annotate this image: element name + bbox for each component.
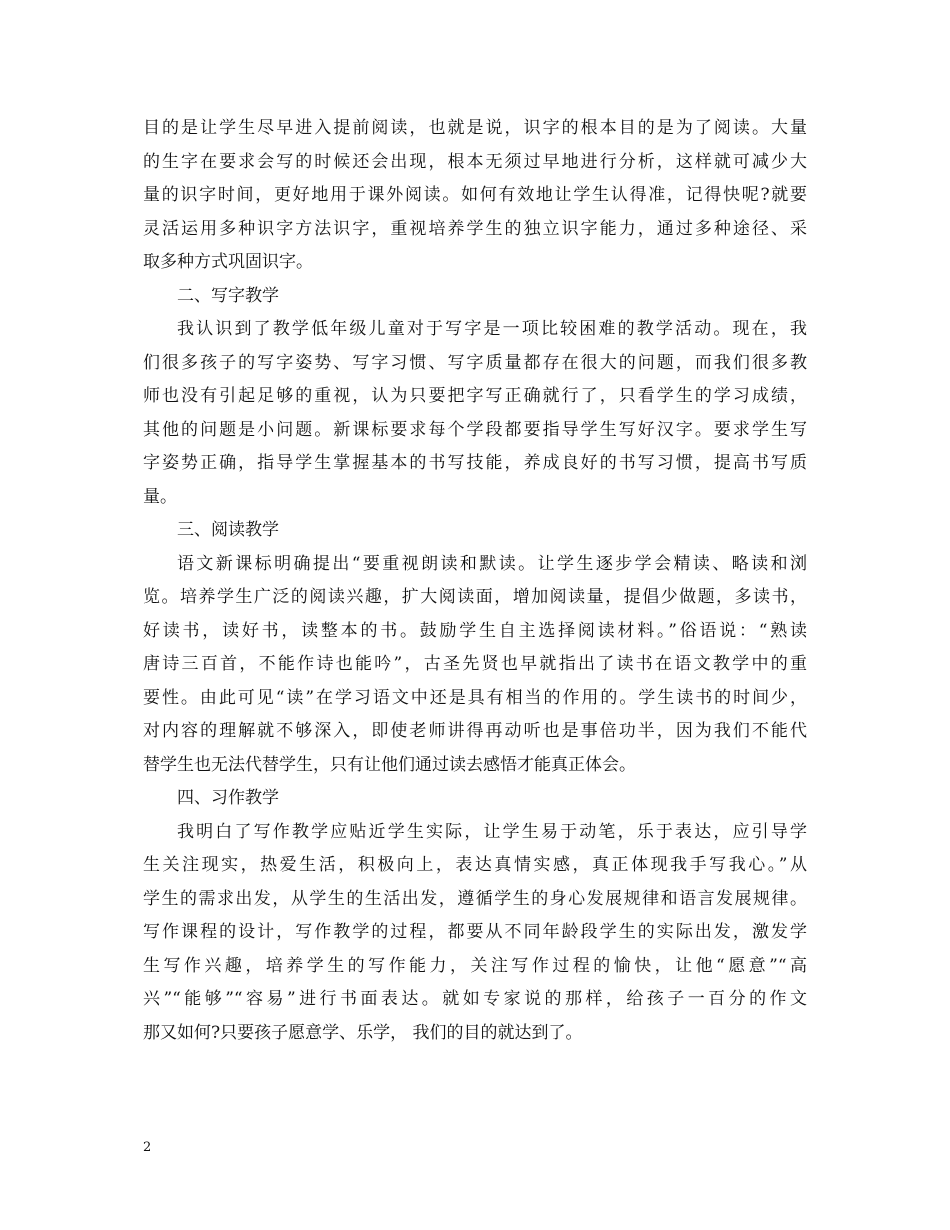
paragraph-line: 量的识字时间，更好地用于课外阅读。如何有效地让学生认得准，记得快呢?就要 xyxy=(143,185,807,205)
paragraph-line: 生写作兴趣，培养学生的写作能力，关注写作过程的愉快，让他“愿意”“高 xyxy=(143,955,807,976)
paragraph-line: 我认识到了教学低年级儿童对于写字是一项比较困难的教学活动。现在，我 xyxy=(177,319,807,339)
paragraph-line: 量。 xyxy=(143,486,177,507)
paragraph-line: 其他的问题是小问题。新课标要求每个学段都要指导学生写好汉字。要求学生写 xyxy=(143,419,807,440)
paragraph-line: 字姿势正确，指导学生掌握基本的书写技能，养成良好的书写习惯，提高书写质 xyxy=(143,453,807,473)
document-body xyxy=(143,112,807,1050)
paragraph-line: 们很多孩子的写字姿势、写字习惯、写字质量都存在很大的问题，而我们很多教 xyxy=(143,352,807,373)
section-heading-composition: 四、习作教学 xyxy=(177,788,279,808)
paragraph-line: 要性。由此可见“读”在学习语文中还是具有相当的作用的。学生读书的时间少， xyxy=(143,687,807,708)
paragraph-line: 写作课程的设计，写作教学的过程，都要从不同年龄段学生的实际出发，激发学 xyxy=(143,922,807,942)
paragraph-line: 师也没有引起足够的重视，认为只要把字写正确就行了，只看学生的学习成绩， xyxy=(143,386,807,406)
paragraph-line: 唐诗三百首，不能作诗也能吟”，古圣先贤也早就指出了读书在语文教学中的重 xyxy=(143,654,807,674)
paragraph-line: 对内容的理解就不够深入，即使老师讲得再动听也是事倍功半，因为我们不能代 xyxy=(143,721,807,741)
paragraph-line: 取多种方式巩固识字。 xyxy=(143,252,313,272)
paragraph-line: 那又如何?只要孩子愿意学、乐学， 我们的目的就达到了。 xyxy=(143,1022,583,1043)
paragraph-line: 兴”“能够”“容易”进行书面表达。就如专家说的那样，给孩子一百分的作文 xyxy=(143,989,807,1009)
paragraph-line: 好读书，读好书，读整本的书。鼓励学生自主选择阅读材料。”俗语说：“熟读 xyxy=(143,620,807,641)
paragraph-line: 语文新课标明确提出“要重视朗读和默读。让学生逐步学会精读、略读和浏 xyxy=(177,553,807,574)
section-heading-reading: 三、阅读教学 xyxy=(177,520,279,540)
section-heading-writing: 二、写字教学 xyxy=(177,285,279,306)
paragraph-line: 我明白了写作教学应贴近学生实际，让学生易于动笔，乐于表达，应引导学 xyxy=(177,821,807,842)
paragraph-line: 学生的需求出发，从学生的生活出发，遵循学生的身心发展规律和语言发展规律。 xyxy=(143,888,807,909)
paragraph-line: 的生字在要求会写的时候还会出现，根本无须过早地进行分析，这样就可减少大 xyxy=(143,151,807,172)
paragraph-line: 生关注现实，热爱生活，积极向上，表达真情实感，真正体现我手写我心。”从 xyxy=(143,855,807,875)
paragraph-line: 览。培养学生广泛的阅读兴趣，扩大阅读面，增加阅读量，提倡少做题，多读书， xyxy=(143,587,807,607)
page-number: 2 xyxy=(143,1140,152,1155)
paragraph-line: 替学生也无法代替学生，只有让他们通过读去感悟才能真正体会。 xyxy=(143,754,636,775)
paragraph-line: 灵活运用多种识字方法识字，重视培养学生的独立识字能力，通过多种途径、采 xyxy=(143,218,807,239)
paragraph-line: 目的是让学生尽早进入提前阅读，也就是说，识字的根本目的是为了阅读。大量 xyxy=(143,118,807,138)
